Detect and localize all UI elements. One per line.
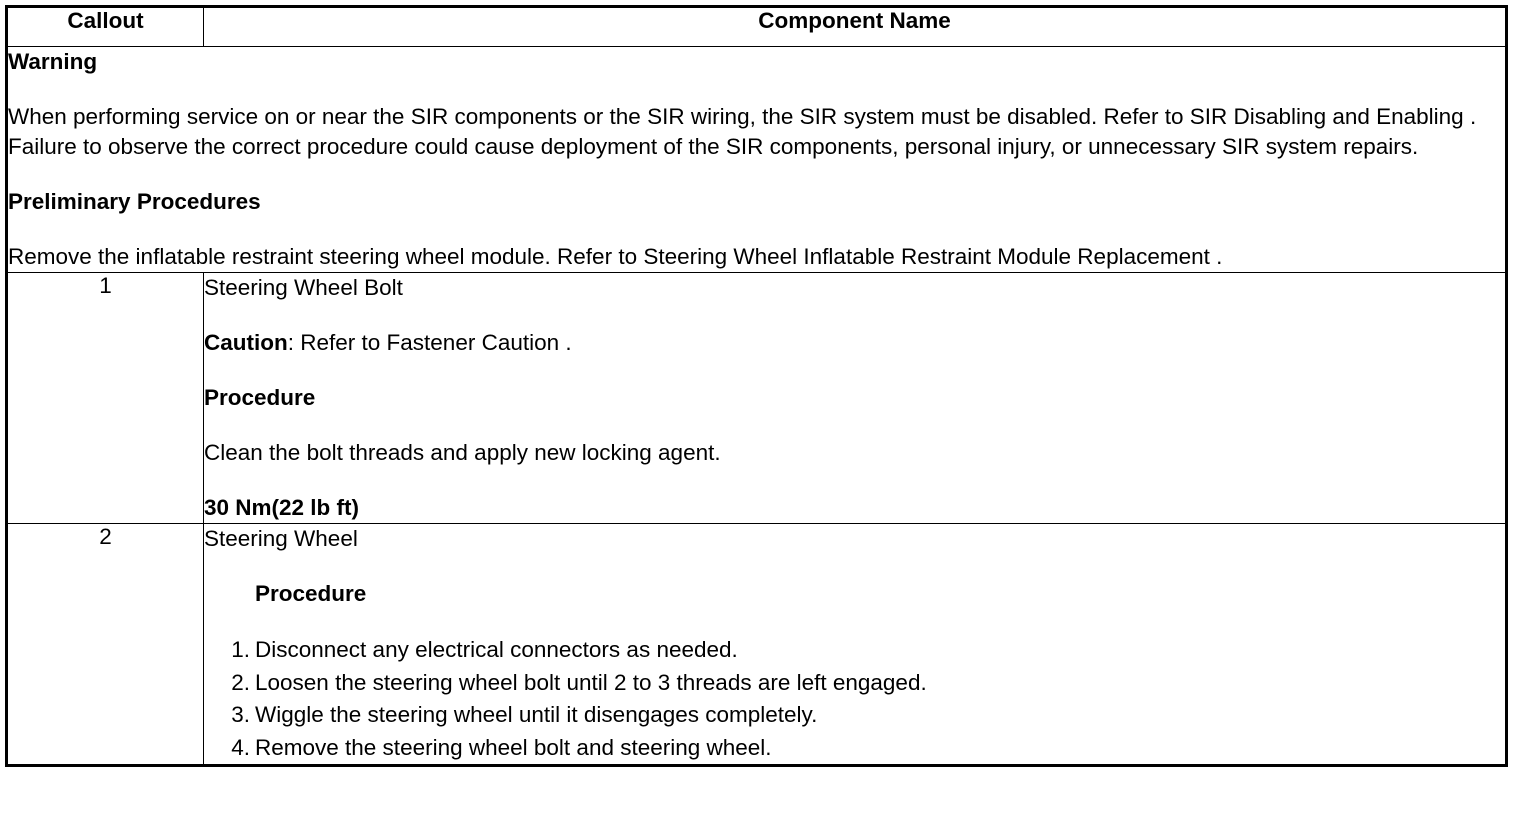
procedure-title: Procedure [255,581,367,606]
warning-title: Warning [8,49,98,74]
list-item [204,634,1505,667]
torque-spec: 30 Nm(22 lb ft) [204,495,360,520]
intro-row [7,47,1507,273]
step-number: 4. [231,734,250,760]
caution-text: : Refer to Fastener Caution . [287,330,572,355]
component-name-column-header: Component Name [204,7,1507,47]
step-number: 2. [231,669,250,695]
step-number: 1. [231,637,250,662]
list-item [204,732,1505,765]
component-name: Steering Wheel Bolt [204,275,403,300]
component-cell [204,524,1507,766]
procedure-text: Clean the bolt threads and apply new locking agent. [204,440,721,465]
step-text: Disconnect any electrical connectors as needed. [255,637,738,662]
warning-text: When performing service on or near the SIR components or the SIR wiring, the SIR system must be disabled. Refer to SIR Disabling and Enabling . Failure to observe the correct procedure could cause deployment of the SIR components, personal injury, or unnecessary SIR system repairs. [8,104,1477,159]
step-text: Remove the steering wheel bolt and steering wheel. [255,734,772,760]
table-header-row [7,7,1507,47]
callout-number: 1 [7,273,204,524]
procedure-steps [204,634,1505,764]
preliminary-procedures-text: Remove the inflatable restraint steering wheel module. Refer to Steering Wheel Inflatable Restraint Module Replacement . [8,244,1223,269]
preliminary-procedures-title: Preliminary Procedures [8,189,261,214]
step-text: Wiggle the steering wheel until it disengages completely. [255,702,818,727]
service-procedure-table [5,5,1508,767]
list-item [204,667,1505,700]
component-cell [204,273,1507,524]
callout-number: 2 [7,524,204,766]
list-item [204,699,1505,732]
step-text: Loosen the steering wheel bolt until 2 to 3 threads are left engaged. [255,669,927,695]
caution-label: Caution [204,330,288,355]
step-number: 3. [231,702,250,727]
component-name: Steering Wheel [204,526,358,551]
procedure-title: Procedure [204,385,316,410]
intro-cell [7,47,1507,273]
table-row [7,273,1507,524]
callout-column-header: Callout [7,7,204,47]
table-row [7,524,1507,766]
caution-line [204,328,1505,358]
